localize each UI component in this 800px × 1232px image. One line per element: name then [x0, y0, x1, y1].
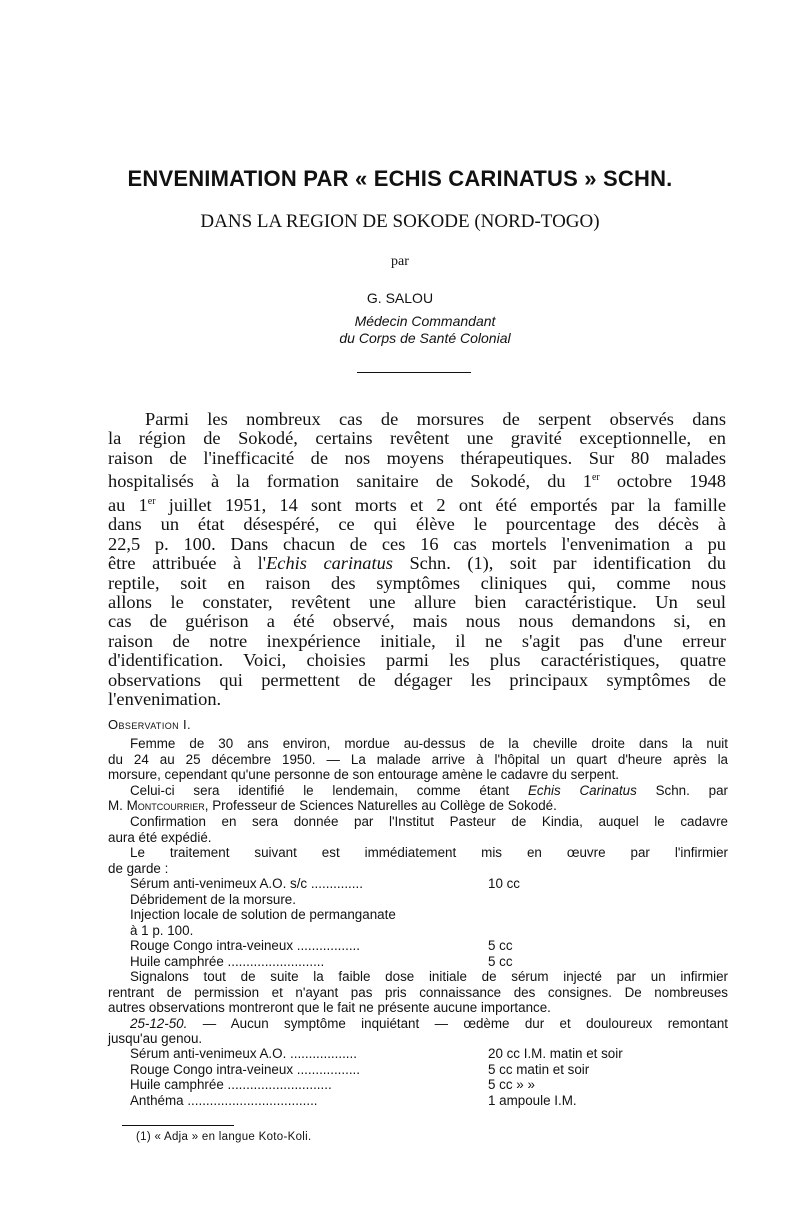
treatment-dose: 5 cc	[488, 938, 513, 954]
text-run: être attribuée à l'	[108, 553, 267, 574]
species-name: Echis carinatus	[266, 553, 393, 574]
treatment-label: Rouge Congo intra-veineux .................	[130, 938, 360, 954]
byline-par: par	[391, 254, 409, 269]
date-label: 25-12-50.	[130, 1015, 188, 1031]
treatment-row	[130, 876, 690, 892]
person-name: Montcourrier	[126, 798, 205, 814]
text-run: M.	[108, 798, 127, 814]
text-line: raison de notre inexpérience initiale, il ne s'agit pas d'une erreur	[108, 630, 726, 651]
text-line	[108, 554, 726, 573]
text-line: la région de Sokodé, certains revêtent une gravité exceptionnelle, en	[108, 428, 726, 449]
treatment-dose: 5 cc	[488, 953, 513, 969]
treatment-label: Huile camphrée ..........................	[130, 953, 325, 969]
footnote-divider	[122, 1125, 234, 1126]
treatment-dose: 10 cc	[488, 876, 521, 891]
text-line: morsure, cependant qu'une personne de son entourage amène le cadavre du serpent.	[108, 767, 620, 783]
text-line: aura été expédié.	[108, 829, 212, 845]
text-run: , Professeur de Sciences Naturelles au Collège de Sokodé.	[204, 798, 557, 814]
treatment-dose: 1 ampoule I.M.	[488, 1092, 577, 1108]
text-run: Schn. (1), soit par identification du	[392, 553, 726, 574]
article-title: ENVENIMATION PAR « ECHIS CARINATUS » SCHN.	[127, 166, 673, 191]
text-line: observations qui permettent de dégager les principaux symptômes de	[108, 669, 726, 690]
text-line: Confirmation en sera donnée par l'Institut Pasteur de Kindia, auquel le cadavre	[130, 813, 728, 829]
treatment-label: à 1 p. 100.	[130, 922, 194, 938]
text-run: Schn. par	[636, 782, 728, 798]
treatment-row	[130, 1077, 690, 1093]
text-line: Signalons tout de suite la faible dose initiale de sérum injecté par un infirmier	[130, 969, 728, 984]
text-line: Femme de 30 ans environ, mordue au-dessus de la cheville droite dans la nuit	[130, 736, 728, 751]
treatment-row	[130, 923, 690, 939]
text-line: jusqu'au genou.	[108, 1031, 203, 1047]
text-line: Le traitement suivant est immédiatement mis en œuvre par l'infirmier	[130, 845, 728, 861]
treatment-label: Huile camphrée ............................	[130, 1077, 332, 1093]
text-line: 22,5 p. 100. Dans chacun de ces 16 cas mortels l'envenimation a pu	[108, 533, 726, 554]
treatment-label: Anthéma ...................................	[130, 1092, 318, 1108]
superscript: er	[147, 495, 156, 507]
treatment-row	[130, 1046, 690, 1062]
author-name: G. SALOU	[366, 290, 434, 306]
text-line: reptile, soit en raison des symptômes cliniques qui, comme nous	[108, 572, 726, 593]
text-line: raison de l'inefficacité de nos moyens thérapeutiques. Sur 80 malades	[108, 447, 726, 468]
treatment-dose: 20 cc I.M. matin et soir	[488, 1046, 623, 1061]
text-run: Celui-ci sera identifié le lendemain, comme étant	[130, 782, 528, 798]
text-run: au 1	[108, 494, 148, 515]
treatment-row	[130, 1062, 690, 1078]
treatment-row	[130, 907, 690, 923]
observation-text-block-1	[108, 736, 728, 876]
footnote: (1) « Adja » en langue Koto-Koli.	[136, 1131, 312, 1143]
author-rank: Médecin Commandant	[354, 313, 496, 329]
treatment-row	[130, 938, 690, 954]
treatment-row	[130, 892, 690, 908]
author-corps: du Corps de Santé Colonial	[339, 330, 511, 346]
text-run: hospitalisés à la formation sanitaire de Sokodé, du 1	[108, 471, 592, 492]
treatment-row	[130, 1093, 690, 1109]
treatment-row	[130, 954, 690, 970]
author-affiliation	[0, 313, 800, 347]
intro-paragraph	[108, 410, 726, 709]
text-run: octobre 1948	[599, 471, 726, 492]
text-line: du 24 au 25 décembre 1950. — La malade arrive à l'hôpital un quart d'heure après la	[108, 751, 728, 767]
text-line: d'identification. Voici, choisies parmi les plus caractéristiques, quatre	[108, 650, 726, 671]
treatment-label: Rouge Congo intra-veineux .................	[130, 1061, 360, 1077]
text-line	[108, 1016, 728, 1032]
text-line: allons le constater, revêtent une allure bien caractéristique. Un seul	[108, 591, 726, 612]
treatment-dose: 5 cc matin et soir	[488, 1061, 590, 1077]
treatment-list-2	[130, 1046, 690, 1108]
treatment-list-1	[130, 876, 690, 970]
treatment-label: Injection locale de solution de permanganate	[130, 907, 396, 923]
text-line	[108, 798, 728, 814]
species-name: Echis Carinatus	[527, 782, 637, 798]
text-line	[108, 468, 726, 492]
observation-text-block-2	[108, 969, 728, 1047]
title-divider	[357, 372, 471, 373]
treatment-dose: 5 cc » »	[488, 1077, 535, 1093]
text-line	[108, 783, 728, 799]
text-run: — Aucun symptôme inquiétant — œdème dur et douloureux remontant	[187, 1015, 728, 1031]
text-line	[108, 492, 726, 516]
text-line: cas de guérison a été observé, mais nous nous demandons si, en	[108, 611, 726, 632]
treatment-label: Sérum anti-venimeux A.O. ..................	[130, 1046, 357, 1061]
text-line: l'envenimation.	[108, 688, 222, 709]
observation-heading: Observation I.	[108, 717, 192, 732]
treatment-label: Sérum anti-venimeux A.O. s/c ..............	[130, 876, 363, 891]
text-line: autres observations montreront que le fait ne présente aucune importance.	[108, 1000, 551, 1016]
text-line: rentrant de permission et n'ayant pas pris connaissance des consignes. De nombreuses	[108, 984, 728, 1000]
treatment-label: Débridement de la morsure.	[130, 891, 296, 907]
text-line: dans un état désespéré, ce qui élève le pourcentage des décès à	[108, 514, 726, 535]
superscript: er	[591, 472, 600, 484]
text-run: juillet 1951, 14 sont morts et 2 ont été emportés par la famille	[155, 494, 726, 515]
text-line: de garde :	[108, 860, 169, 876]
text-line: Parmi les nombreux cas de morsures de serpent observés dans	[145, 409, 726, 429]
article-subtitle: DANS LA REGION DE SOKODE (NORD-TOGO)	[200, 211, 600, 232]
